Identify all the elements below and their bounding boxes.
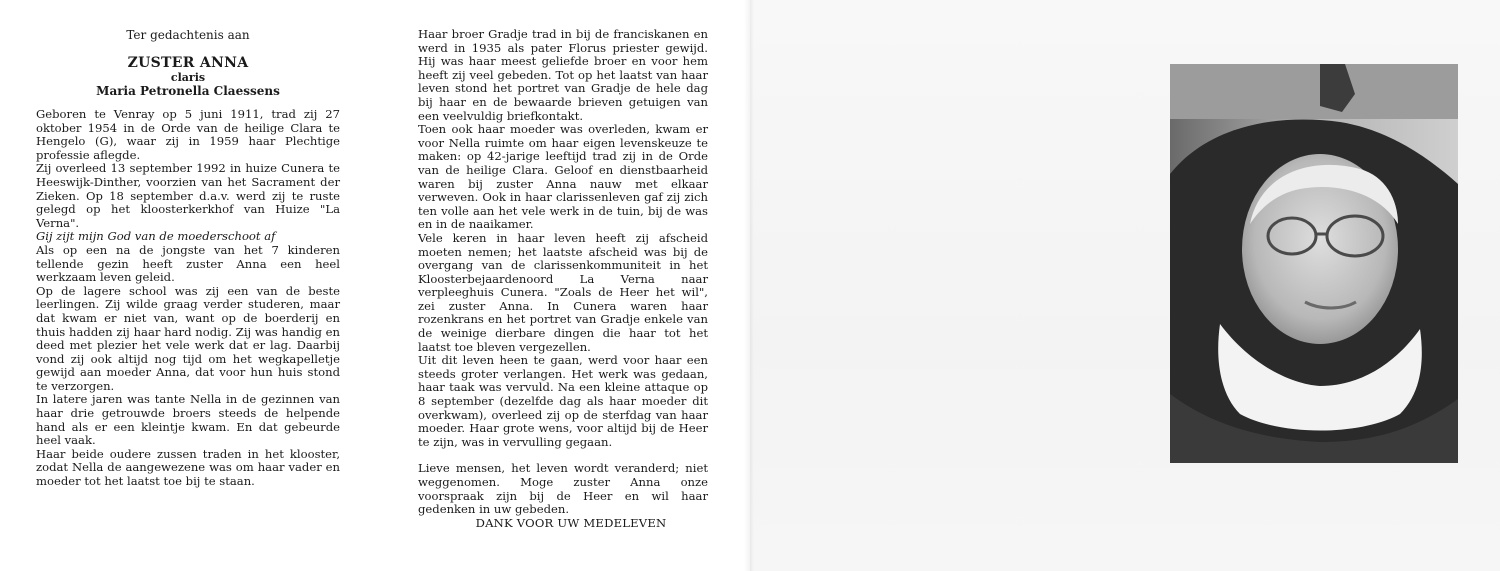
portrait-photo-icon xyxy=(1170,64,1458,463)
card-header xyxy=(36,28,340,98)
civil-name: Maria Petronella Claessens xyxy=(96,84,280,98)
religious-order: claris xyxy=(170,71,206,84)
story-paragraph: In latere jaren was tante Nella in de gezinnen van haar drie getrouwde broers steeds de helpende hand als er een kleintje kwam. En dat gebeurde heel vaak. xyxy=(36,392,340,448)
thanks-line: DANK VOOR UW MEDELEVEN xyxy=(475,515,667,530)
story-paragraph: Haar broer Gradje trad in bij de franciskanen en werd in 1935 als pater Florus priester gewijd. Hij was haar meest geliefde broer en voor hem heeft zij veel gebeden. Tot op het laatst van haar leven stond het portret van Gradje de hele dag bij haar en de bewaarde brieven getuigen van een veelvuldig briefkontakt. xyxy=(418,27,708,123)
closing-paragraph: Lieve mensen, het leven wordt veranderd; niet weggenomen. Moge zuster Anna onze voorspraak zijn bij de Heer en wil haar gedenken in uw gebeden. xyxy=(418,461,708,517)
left-text-column xyxy=(36,28,340,489)
deceased-name: ZUSTER ANNA xyxy=(127,55,249,71)
portrait-photo xyxy=(1170,64,1458,463)
story-paragraph: Toen ook haar moeder was overleden, kwam er voor Nella ruimte om haar eigen levenskeuze te maken: op 42-jarige leeftijd trad zij in de Orde van de heilige Clara. Geloof en dienstbaarheid waren bij zuster Anna nauw met elkaar verweven. Ook in haar clarissenleven gaf zij zich ten volle aan het vele werk in de tuin, bij de was en in de naaikamer. xyxy=(418,122,708,232)
story-paragraph: Uit dit leven heen te gaan, werd voor haar een steeds groter verlangen. Het werk was gedaan, haar taak was vervuld. Na een kleine attaque op 8 september (dezelfde dag als haar moeder dit overkwam), overleed zij op de sterfdag van haar moeder. Haar grote wens, voor altijd bij de Heer te zijn, was in vervulling gegaan. xyxy=(418,353,708,449)
scripture-quote: Gij zijt mijn God van de moederschoot af xyxy=(36,229,276,244)
intro-line: Ter gedachtenis aan xyxy=(126,28,250,42)
card-fold xyxy=(744,0,754,571)
story-paragraph: Haar beide oudere zussen traden in het klooster, zodat Nella de aangewezene was om haar vader en moeder tot het laatst toe bij te staan. xyxy=(36,446,340,489)
right-text-column xyxy=(418,28,708,530)
story-paragraph: Als op een na de jongste van het 7 kinderen tellende gezin heeft zuster Anna een heel werkzaam leven geleid. xyxy=(36,242,340,285)
story-paragraph: Vele keren in haar leven heeft zij afscheid moeten nemen; het laatste afscheid was bij de overgang van de clarissenkommuniteit in het Kloosterbejaardenoord La Verna naar verpleeghuis Cunera. "Zoals de Heer het wil", zei zuster Anna. In Cunera waren haar rozenkrans en het portret van Gradje enkele van de weinige dierbare dingen die haar tot het laatst toe bleven vergezellen. xyxy=(418,230,708,354)
story-paragraph: Op de lagere school was zij een van de beste leerlingen. Zij wilde graag verder studeren, maar dat kwam er niet van, want op de boerderij en thuis hadden zij haar hard nodig. Zij was handig en deed met plezier het vele werk dat er lag. Daarbij vond zij ook altijd nog tijd om het wegkapelletje gewijd aan moeder Anna, dat voor hun huis stond te verzorgen. xyxy=(36,283,340,393)
biography-paragraph: Zij overleed 13 september 1992 in huize Cunera te Heeswijk-Dinther, voorzien van het Sacrament der Zieken. Op 18 september d.a.v. werd zij te ruste gelegd op het kloosterkerkhof van Huize "La Verna". xyxy=(36,161,340,230)
biography-paragraph: Geboren te Venray op 5 juni 1911, trad zij 27 oktober 1954 in de Orde van de heilige Clara te Hengelo (G), waar zij in 1959 haar Plechtige professie aflegde. xyxy=(36,107,340,162)
